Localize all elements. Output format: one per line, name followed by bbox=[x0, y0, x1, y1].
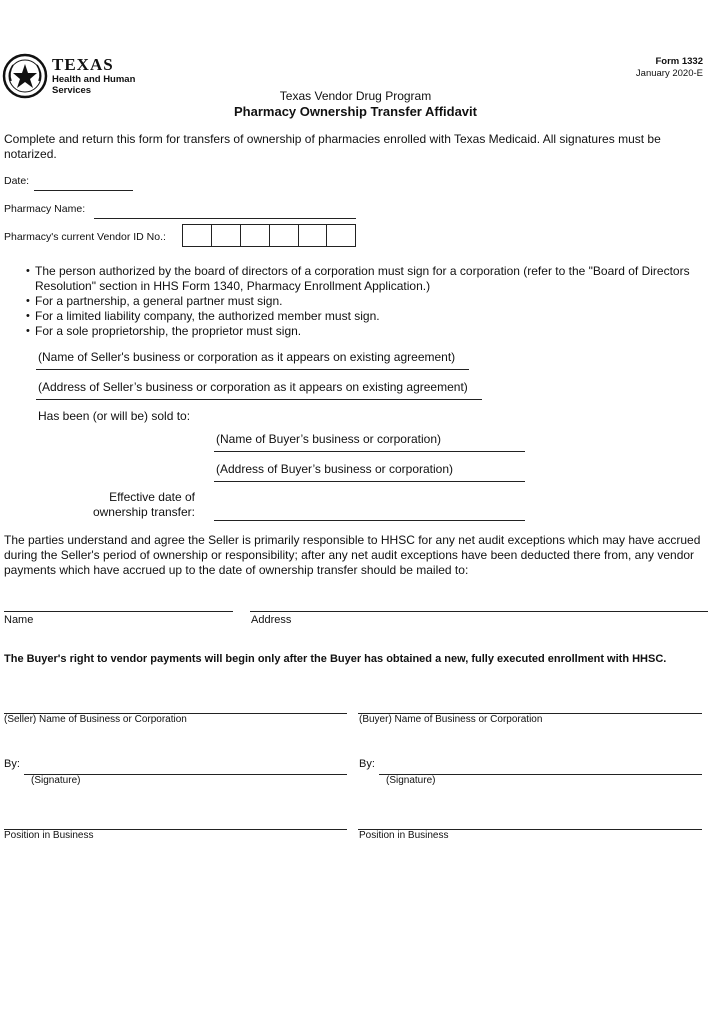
buyer-business-label: (Buyer) Name of Business or Corporation bbox=[359, 714, 543, 725]
list-item: • For a sole proprietorship, the proprietor must sign. bbox=[26, 324, 696, 339]
form-date: January 2020-E bbox=[635, 68, 703, 79]
list-item: • For a partnership, a general partner must sign. bbox=[26, 294, 696, 309]
seller-name-field[interactable] bbox=[36, 369, 469, 370]
vendor-id-box-3[interactable] bbox=[240, 224, 270, 247]
list-item: • For a limited liability company, the authorized member must sign. bbox=[26, 309, 696, 324]
buyer-name-field[interactable] bbox=[214, 451, 525, 452]
list-item: • The person authorized by the board of directors of a corporation must sign for a corporation (refer to the "Board of Directors Resolution" section in HHS Form 1340, Pharmacy Enrollment Application.) bbox=[26, 264, 696, 294]
program-name: Texas Vendor Drug Program bbox=[279, 89, 432, 103]
buyer-address-field[interactable] bbox=[214, 481, 525, 482]
intro-text: Complete and return this form for transfers of ownership of pharmacies enrolled with Texas Medicaid. All signatures must be notarized. bbox=[4, 132, 661, 161]
vendor-id-box-2[interactable] bbox=[211, 224, 241, 247]
form-number-block bbox=[636, 56, 703, 80]
seller-name-caption: (Name of Seller's business or corporation as it appears on existing agreement) bbox=[38, 350, 456, 364]
form-title: Pharmacy Ownership Transfer Affidavit bbox=[234, 104, 477, 119]
vendor-id-label: Pharmacy's current Vendor ID No.: bbox=[4, 231, 166, 243]
vendor-id-box-1[interactable] bbox=[182, 224, 212, 247]
seller-business-label: (Seller) Name of Business or Corporation bbox=[4, 714, 187, 725]
date-field[interactable] bbox=[34, 190, 133, 191]
signer-requirements-list bbox=[26, 264, 696, 339]
logo-subtitle: Health and Human Services bbox=[52, 74, 136, 96]
buyer-by-label: By: bbox=[359, 758, 375, 770]
buyer-rights-notice: The Buyer's right to vendor payments will begin only after the Buyer has obtained a new, fully executed enrollment with HHSC. bbox=[4, 653, 667, 665]
date-label: Date: bbox=[4, 175, 30, 187]
seller-by-label: By: bbox=[4, 758, 20, 770]
sold-to-label: Has been (or will be) sold to: bbox=[38, 409, 191, 423]
seller-signature-caption: (Signature) bbox=[31, 775, 81, 786]
mail-to-address-label: Address bbox=[251, 614, 292, 626]
vendor-id-box-4[interactable] bbox=[269, 224, 299, 247]
effective-date-field[interactable] bbox=[214, 520, 525, 521]
agreement-text: The parties understand and agree the Seller is primarily responsible to HHSC for any net audit exceptions which may have accrued during the Seller's period of ownership or responsibility; after any net audit exceptions have been deducted there from, any vendor payments which have accrued up to the date of ownership transfer should be mailed to: bbox=[4, 533, 701, 577]
buyer-signature-caption: (Signature) bbox=[386, 775, 436, 786]
mail-to-address-field[interactable] bbox=[250, 611, 708, 612]
form-number: Form 1332 bbox=[655, 56, 703, 67]
buyer-name-caption: (Name of Buyer’s business or corporation) bbox=[216, 432, 441, 446]
pharmacy-name-field[interactable] bbox=[94, 218, 356, 219]
buyer-position-label: Position in Business bbox=[359, 830, 449, 841]
buyer-address-caption: (Address of Buyer’s business or corporation) bbox=[216, 462, 453, 476]
vendor-id-box-6[interactable] bbox=[326, 224, 356, 247]
pharmacy-name-label: Pharmacy Name: bbox=[4, 203, 86, 215]
vendor-id-box-5[interactable] bbox=[298, 224, 327, 247]
seller-address-field[interactable] bbox=[36, 399, 482, 400]
logo-title: TEXAS bbox=[52, 55, 114, 74]
mail-to-name-field[interactable] bbox=[4, 611, 233, 612]
mail-to-name-label: Name bbox=[4, 614, 34, 626]
effective-date-label: Effective date of ownership transfer: bbox=[92, 490, 195, 519]
seller-position-label: Position in Business bbox=[4, 830, 94, 841]
seller-address-caption: (Address of Seller’s business or corporation as it appears on existing agreement) bbox=[38, 380, 468, 394]
